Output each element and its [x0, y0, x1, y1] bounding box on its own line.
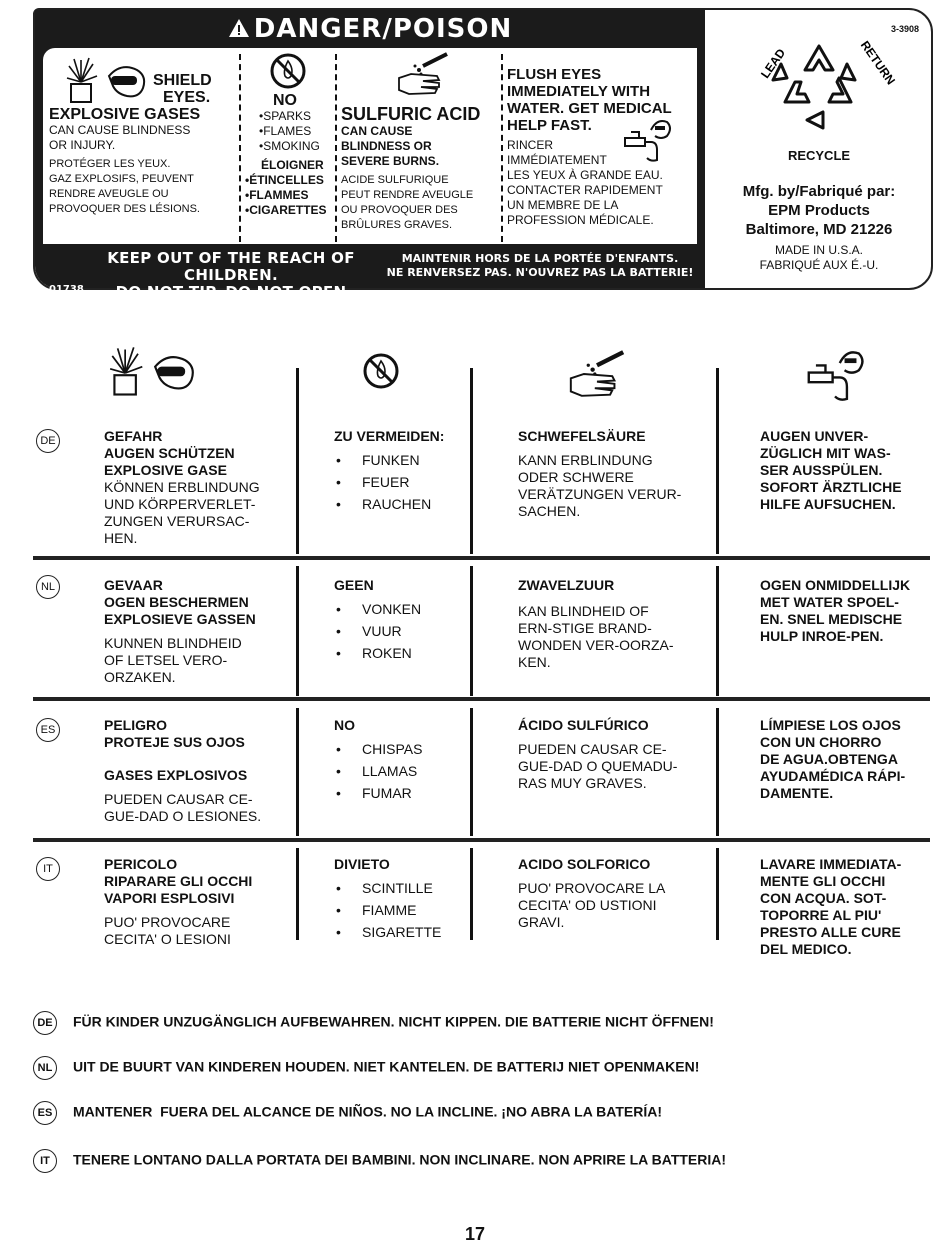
- cell-avoid: GEEN • VONKEN • VUUR • ROKEN: [334, 577, 468, 664]
- eye-wash-icon: [804, 346, 866, 404]
- label-divider: [239, 54, 241, 242]
- no-flame-icon: [362, 352, 400, 390]
- column-divider: [470, 566, 473, 696]
- label-col-acid: SULFURIC ACID CAN CAUSE BLINDNESS OR SEVERE BURNS. ACIDE SULFURIQUE PEUT RENDRE AVEUGLE OU PROVOQUER DES BRÛLURES GRAVES.: [341, 104, 481, 231]
- column-divider: [296, 566, 299, 696]
- explosion-goggles-icon: [108, 344, 198, 400]
- label-col-explosive: SHIELD EYES. EXPLOSIVE GASES CAN CAUSE BLINDNESS OR INJURY. PROTÉGER LES YEUX. GAZ EXPLOSIFS, PEUVENT RENDRE AVEUGLE OU PROVOQUER DES LÉSIONS.: [49, 72, 212, 215]
- return-text: RETURN: [857, 38, 898, 88]
- cell-flush: OGEN ONMIDDELLIJK MET WATER SPOEL- EN. SNEL MEDISCHE HULP INROE-PEN.: [760, 577, 911, 644]
- warning-triangle-icon: [228, 18, 250, 38]
- label-col-flush: FLUSH EYES IMMEDIATELY WITH WATER. GET MEDICAL HELP FAST. RINCER IMMÉDIATEMENT LES YEUX À GRANDE EAU. CONTACTER RAPIDEMENT UN MEMBRE DE LA PROFESSION MÉDICALE.: [507, 66, 672, 227]
- avoid-list: • SCINTILLE • FIAMME • SIGARETTE: [334, 877, 468, 943]
- cell-flush: LÍMPIESE LOS OJOS CON UN CHORRO DE AGUA.OBTENGA AYUDAMÉDICA RÁPI- DAMENTE.: [760, 717, 906, 801]
- recycle-icon: [751, 34, 898, 144]
- label-col-no: NO •SPARKS •FLAMES •SMOKING ÉLOIGNER •ÉTINCELLES •FLAMMES •CIGARETTES: [245, 92, 327, 217]
- manufacturer-panel: [707, 10, 931, 288]
- footer-warning-de: DE FÜR KINDER UNZUGÄNGLICH AUFBEWAHREN. NICHT KIPPEN. DIE BATTERIE NICHT ÖFFNEN!: [33, 1011, 714, 1035]
- language-badge: NL: [36, 575, 60, 599]
- row-divider: [33, 556, 930, 560]
- language-badge: IT: [36, 857, 60, 881]
- label-divider: [335, 54, 337, 242]
- column-divider: [296, 368, 299, 554]
- cell-acid: SCHWEFELSÄURE KANN ERBLINDUNG ODER SCHWERE VERÄTZUNGEN VERUR- SACHEN.: [518, 428, 682, 519]
- danger-title: DANGER/POISON: [35, 14, 705, 44]
- cell-acid: ZWAVELZUUR KAN BLINDHEID OF ERN-STIGE BRAND- WONDEN VER-OORZA- KEN.: [518, 577, 674, 670]
- column-divider: [716, 566, 719, 696]
- no-flame-icon: [269, 52, 307, 90]
- column-divider: [296, 708, 299, 836]
- avoid-list: • CHISPAS • LLAMAS • FUMAR: [334, 738, 468, 804]
- column-divider: [716, 368, 719, 554]
- cell-acid: ACIDO SOLFORICO PUO' PROVOCARE LA CECITA' OD USTIONI GRAVI.: [518, 856, 666, 930]
- recycle-label: RECYCLE: [787, 148, 851, 163]
- language-badge: ES: [36, 718, 60, 742]
- label-part-number: 3-3908: [890, 24, 919, 34]
- cell-acid: ÁCIDO SULFÚRICO PUEDEN CAUSAR CE- GUE-DAD O QUEMADU- RAS MUY GRAVES.: [518, 717, 678, 791]
- cell-flush: AUGEN UNVER- ZÜGLICH MIT WAS- SER AUSSPÜLEN. SOFORT ÄRZTLICHE HILFE AUFSUCHEN.: [760, 428, 902, 512]
- footer-warning-es: ES MANTENER FUERA DEL ALCANCE DE NIÑOS. NO LA INCLINE. ¡NO ABRA LA BATERÍA!: [33, 1101, 662, 1125]
- label-warning-box: [43, 48, 697, 244]
- lead-text: LEAD: [757, 46, 789, 81]
- cell-avoid: ZU VERMEIDEN: • FUNKEN • FEUER • RAUCHEN: [334, 428, 468, 515]
- cell-flush: LAVARE IMMEDIATA- MENTE GLI OCCHI CON ACQUA. SOT- TOPORRE AL PIU' PRESTO ALLE CURE DEL MEDICO.: [760, 856, 902, 957]
- page-number: 17: [464, 1224, 486, 1244]
- made-in-usa: MADE IN U.S.A. FABRIQUÉ AUX É.-U.: [759, 243, 879, 272]
- battery-warning-label: [33, 8, 933, 318]
- language-badge: ES: [33, 1101, 57, 1125]
- cell-explosive: GEFAHR AUGEN SCHÜTZEN EXPLOSIVE GASE KÖNNEN ERBLINDUNG UND KÖRPERVERLET- ZUNGEN VERURSAC- HEN.: [104, 428, 260, 546]
- danger-panel: [35, 10, 705, 318]
- keep-out-bar: [35, 248, 705, 318]
- acid-hand-icon: [564, 350, 630, 398]
- cell-explosive: GEVAAR OGEN BESCHERMEN EXPLOSIEVE GASSEN KUNNEN BLINDHEID OF LETSEL VERO- ORZAKEN.: [104, 577, 256, 685]
- footer-warning-nl: NL UIT DE BUURT VAN KINDEREN HOUDEN. NIET KANTELEN. DE BATTERIJ NIET OPENMAKEN!: [33, 1056, 699, 1080]
- column-divider: [470, 368, 473, 554]
- column-divider: [716, 848, 719, 940]
- cell-explosive: PERICOLO RIPARARE GLI OCCHI VAPORI ESPLOSIVI PUO' PROVOCARE CECITA' O LESIONI: [104, 856, 253, 947]
- column-divider: [470, 848, 473, 940]
- cell-explosive: PELIGRO PROTEJE SUS OJOS GASES EXPLOSIVOS PUEDEN CAUSAR CE- GUE-DAD O LESIONES.: [104, 717, 262, 824]
- footer-warning-it: IT TENERE LONTANO DALLA PORTATA DEI BAMBINI. NON INCLINARE. NON APRIRE LA BATTERIA!: [33, 1149, 726, 1173]
- language-badge: DE: [33, 1011, 57, 1035]
- column-divider: [470, 708, 473, 836]
- row-divider: [33, 697, 930, 701]
- language-badge: DE: [36, 429, 60, 453]
- cell-avoid: NO • CHISPAS • LLAMAS • FUMAR: [334, 717, 468, 804]
- manufacturer-info: Mfg. by/Fabriqué par: EPM Products Baltimore, MD 21226: [742, 183, 896, 238]
- avoid-list: • FUNKEN • FEUER • RAUCHEN: [334, 449, 468, 515]
- column-divider: [296, 848, 299, 940]
- acid-hand-icon: [393, 52, 453, 96]
- keep-out-french: MAINTENIR HORS DE LA PORTÉE D'ENFANTS. NE RENVERSEZ PAS. N'OUVREZ PAS LA BATTERIE!: [386, 252, 694, 279]
- language-badge: NL: [33, 1056, 57, 1080]
- language-badge: IT: [33, 1149, 57, 1173]
- row-divider: [33, 838, 930, 842]
- avoid-list: • VONKEN • VUUR • ROKEN: [334, 598, 468, 664]
- column-divider: [716, 708, 719, 836]
- label-code: 01738: [49, 284, 84, 295]
- keep-out-english: KEEP OUT OF THE REACH OF CHILDREN. DO NOT TIP. DO NOT OPEN BATTERY!: [107, 249, 355, 318]
- cell-avoid: DIVIETO • SCINTILLE • FIAMME • SIGARETTE: [334, 856, 468, 943]
